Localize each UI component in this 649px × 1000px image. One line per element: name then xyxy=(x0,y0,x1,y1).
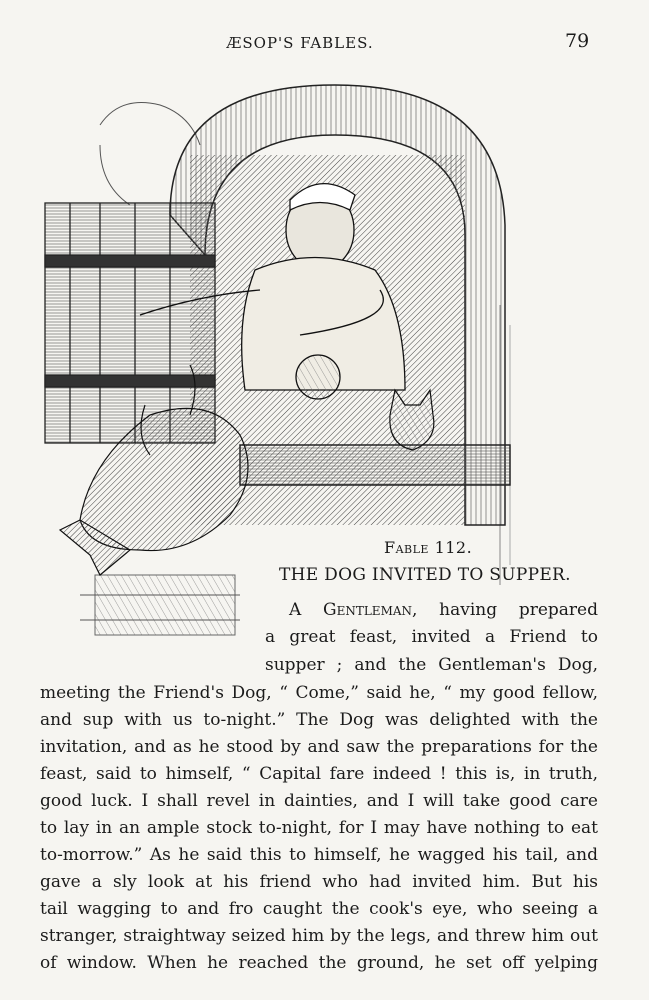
body-line-11: gave a sly look at his friend who had invited him. But his xyxy=(40,872,598,892)
body-line-4: meeting the Friend's Dog, “ Come,” said he, “ my good fellow, xyxy=(40,683,598,703)
body-line-12: tail wagging to and fro caught the cook's eye, who seeing a xyxy=(40,899,598,919)
body-line-1 xyxy=(265,600,598,620)
body-line-13: stranger, straightway seized him by the legs, and threw him out xyxy=(40,926,598,946)
body-line-7: feast, said to himself, “ Capital fare indeed ! this is, in truth, xyxy=(40,764,598,784)
fable-number xyxy=(384,538,472,557)
wooden-door xyxy=(45,203,215,443)
body-line-9: to lay in an ample stock to-night, for I may have nothing to eat xyxy=(40,818,598,838)
body-line-8: good luck. I shall revel in dainties, and I will take good care xyxy=(40,791,598,811)
page-number: 79 xyxy=(565,30,590,52)
body-line-10: to-morrow.” As he said this to himself, he wagged his tail, and xyxy=(40,845,598,865)
body-line-14: of window. When he reached the ground, he set off yelping xyxy=(40,953,598,973)
body-line-2: a great feast, invited a Friend to xyxy=(265,627,598,647)
body-line-3: supper ; and the Gentleman's Dog, xyxy=(265,655,598,675)
body-line-5: and sup with us to-night.” The Dog was delighted with the xyxy=(40,710,598,730)
fable-number-value: 112. xyxy=(434,538,473,557)
running-head: ÆSOP'S FABLES. xyxy=(226,34,374,52)
fable-title: THE DOG INVITED TO SUPPER. xyxy=(279,565,571,585)
lead-word: A Gentleman, xyxy=(289,600,418,620)
body-line-text: having prepared xyxy=(417,600,598,620)
body-line-6: invitation, and as he stood by and saw the preparations for the xyxy=(40,737,598,757)
fable-number-prefix: Fable xyxy=(384,538,429,557)
fable-illustration xyxy=(40,75,520,685)
